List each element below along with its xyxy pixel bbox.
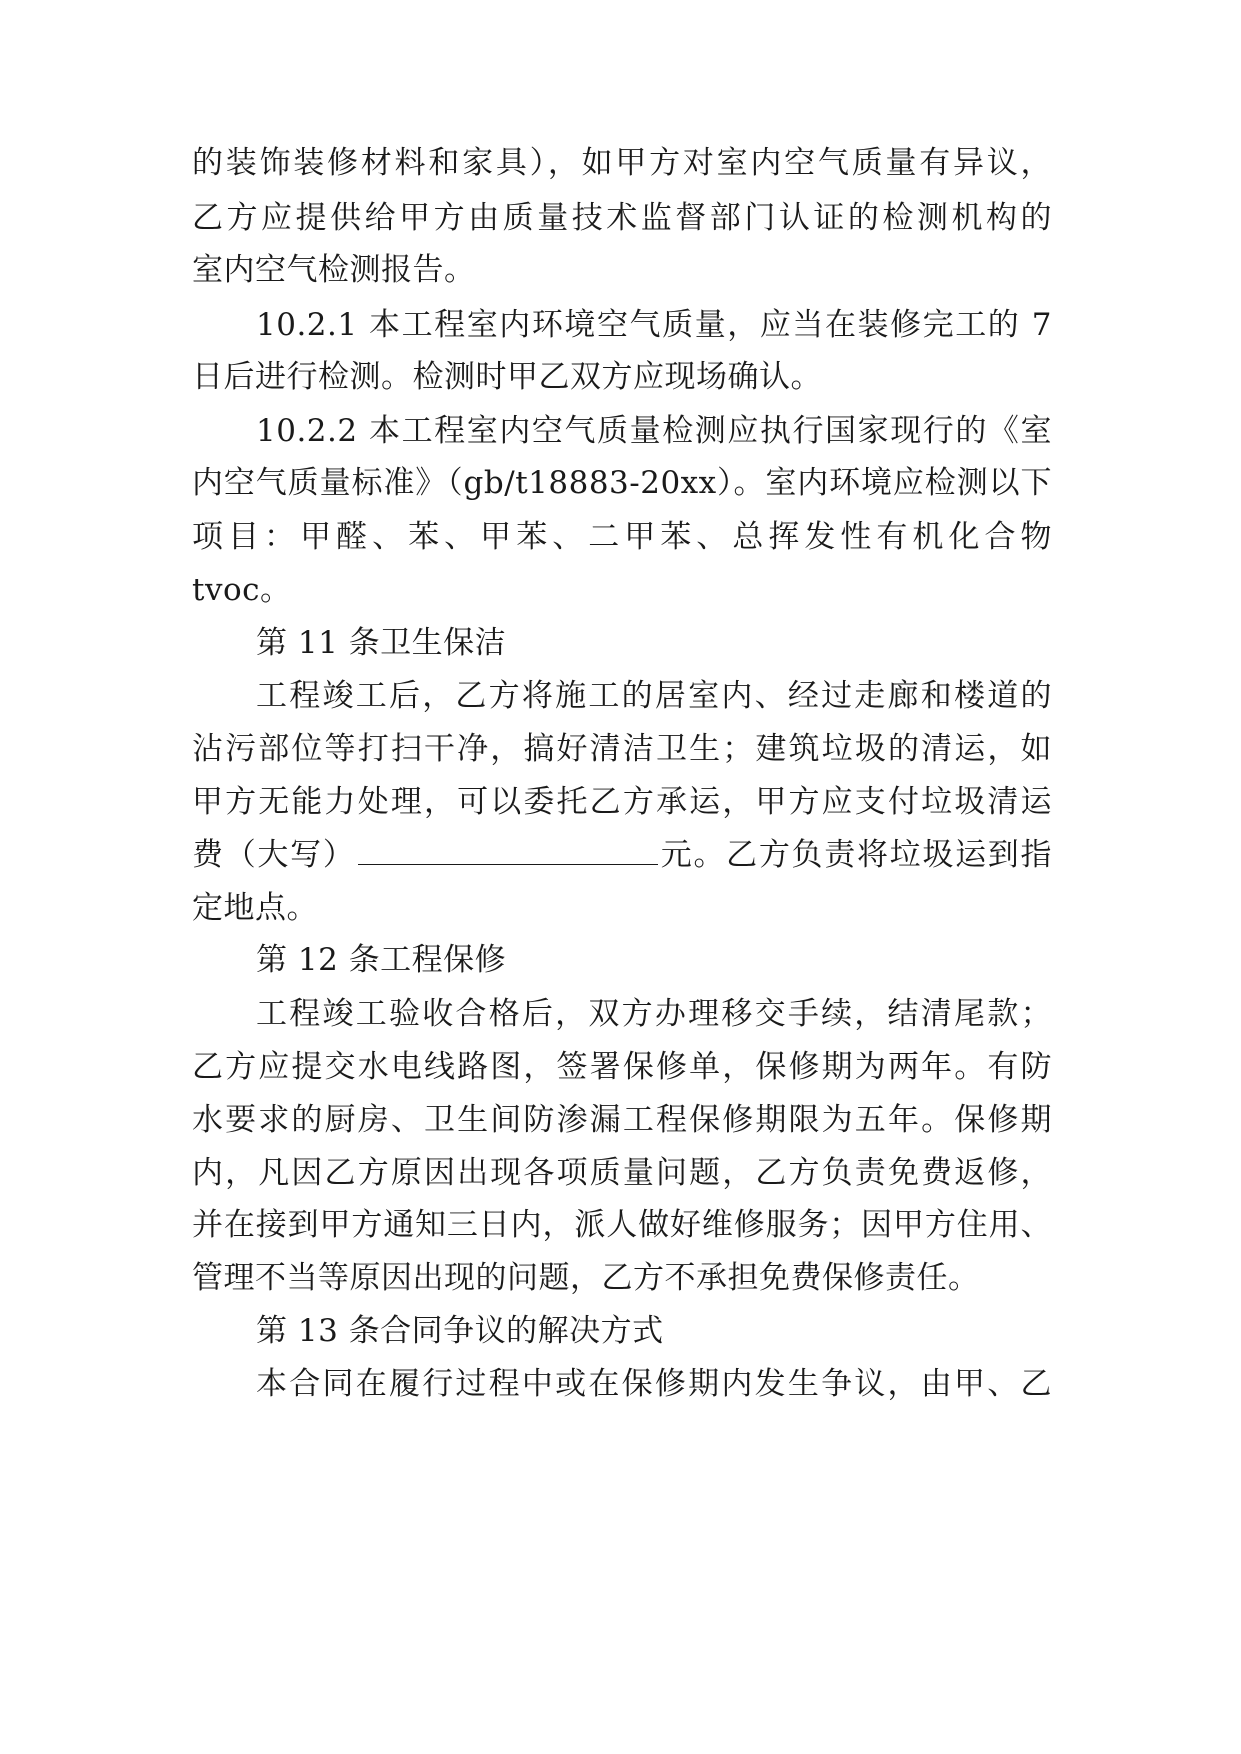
fee-line [192,830,1052,880]
clause-10-2-1: 10.2.1 本工程室内环境空气质量，应当在装修完工的 7 [256,307,1052,343]
text-line: tvoc。 [192,572,292,608]
text-line: 项目：甲醛、苯、甲苯、二甲苯、总挥发性有机化合物 [192,519,1052,555]
text-line: 本合同在履行过程中或在保修期内发生争议，由甲、乙 [256,1366,1052,1402]
fill-in-blank [358,836,658,865]
text-line: 日后进行检测。检测时甲乙双方应现场确认。 [192,359,822,395]
section-heading-12: 第 12 条工程保修 [256,942,507,978]
text-line: 的装饰装修材料和家具），如甲方对室内空气质量有异议， [192,145,1052,181]
text-line: 并在接到甲方通知三日内，派人做好维修服务；因甲方住用、 [192,1207,1052,1243]
text-line: 工程竣工验收合格后，双方办理移交手续，结清尾款； [256,996,1052,1032]
text-line: 内，凡因乙方原因出现各项质量问题，乙方负责免费返修， [192,1155,1052,1191]
text-line: 管理不当等原因出现的问题，乙方不承担免费保修责任。 [192,1260,980,1296]
fee-suffix: 元。乙方负责将垃圾运到指 [659,837,1053,873]
text-line: 定地点。 [192,890,318,926]
text-line: 沾污部位等打扫干净，搞好清洁卫生；建筑垃圾的清运，如 [192,731,1052,767]
text-line: 室内空气检测报告。 [192,252,476,288]
text-line: 乙方应提供给甲方由质量技术监督部门认证的检测机构的 [192,200,1052,236]
section-heading-13: 第 13 条合同争议的解决方式 [256,1313,664,1349]
text-line: 甲方无能力处理，可以委托乙方承运，甲方应支付垃圾清运 [192,784,1052,820]
text-line: 水要求的厨房、卫生间防渗漏工程保修期限为五年。保修期 [192,1102,1052,1138]
text-line: 工程竣工后，乙方将施工的居室内、经过走廊和楼道的 [256,678,1052,714]
fee-label: 费（大写） [192,837,356,873]
section-heading-11: 第 11 条卫生保洁 [256,625,507,661]
text-line: 内空气质量标准》（gb/t18883-20xx）。室内环境应检测以下 [192,465,1052,501]
text-line: 乙方应提交水电线路图，签署保修单，保修期为两年。有防 [192,1049,1052,1085]
clause-10-2-2: 10.2.2 本工程室内空气质量检测应执行国家现行的《室 [256,413,1052,449]
